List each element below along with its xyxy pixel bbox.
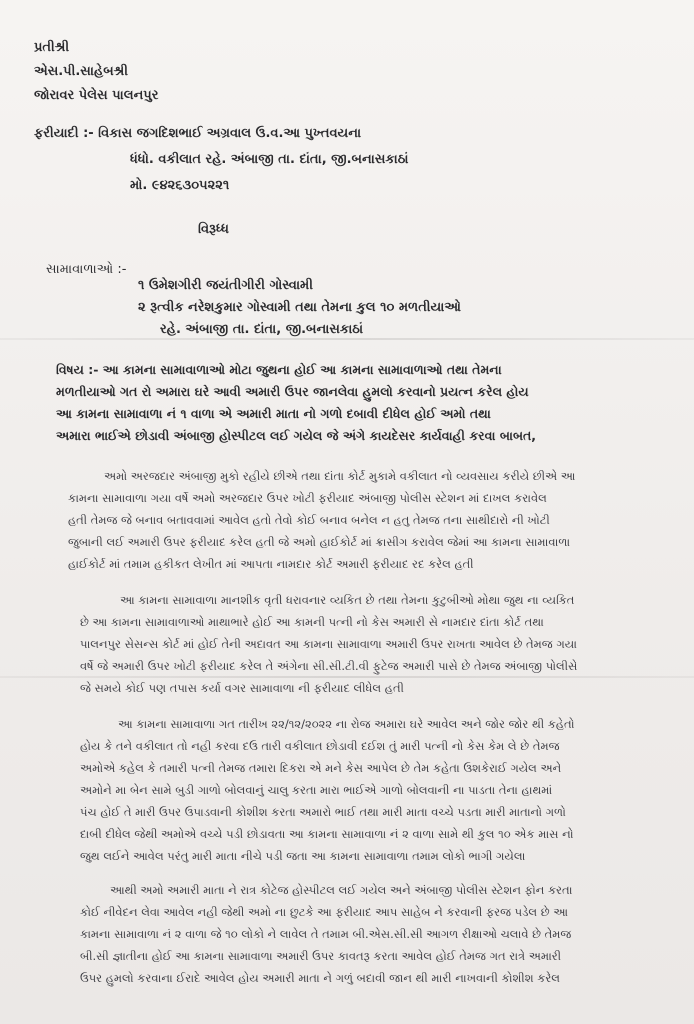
paragraph-4-line: કોઈ નીવેદન લેવા આવેલ નહી જેથી અમો ના છુટકે આ ફરીયાદ આપ સાહેબ ને કરવાની ફરજ પડેલ છે આ: [80, 905, 568, 919]
paragraph-1-line: કામના સામાવાળા ગયા વર્ષે અમો અરજદાર ઉપર ખોટી ફરીયાદ અંબાજી પોલીસ સ્ટેશન માં દાખલ કરાવેલ: [68, 491, 547, 505]
paragraph-2-line: વર્ષે જે અમારી ઉપર ખોટી ફરીયાદ કરેલ તે અંગેના સી.સી.ટી.વી ફુટેજ અમારી પાસે છે તેમજ અંબાજી પોલીસે: [80, 659, 578, 673]
respondents-heading: સામાવાળાઓ :-: [46, 262, 127, 277]
paragraph-1-line: હાઈકોર્ટ માં તમામ હકીકત લેખીત માં આપતા નામદાર કોર્ટ અમારી ફરીયાદ રદ કરેલ હતી: [68, 557, 474, 571]
subject-line-4: અમારા ભાઈએ છોડાવી અંબાજી હોસ્પીટલ લઈ ગયેલ જે અંગે કાયદેસર કાર્યવાહી કરવા બાબત,: [56, 428, 537, 443]
paragraph-1-line: અમો અરજદાર અંબાજી મુકો રહીયે છીએ તથા દાંતા કોર્ટ મુકામે વકીલાત નો વ્યવસાય કરીયે છીએ આ: [104, 469, 576, 483]
complainant-line-2: ધંધો. વકીલાત રહે. અંબાજી તા. દાંતા, જી.બનાસકાઠાં: [130, 152, 409, 167]
paragraph-2-line: આ કામના સામાવાળા માનશીક વૃતી ધરાવનાર વ્યકિત છે તથા તેમના કુટુબીઓ મોથા જુથ ના વ્યકિત: [120, 593, 575, 607]
subject-line-2: મળતીયાઓ ગત રો અમારા ઘરે આવી અમારી ઉપર જાનલેવા હુમલો કરવાનો પ્રયત્ન કરેલ હોય: [56, 384, 529, 399]
paragraph-3-line: અમોએ કહેલ કે તમારી પત્ની તેમજ તમારા દિકરા એ મને કેસ આપેલ છે તેમ કહેતા ઉશકેરાઈ ગયેલ અને: [80, 761, 562, 775]
paragraph-2-line: જે સમયે કોઈ પણ તપાસ કર્યા વગર સામાવાળા ની ફરીયાદ લીધેલ હતી: [80, 681, 404, 695]
paragraph-3-line: આ કામના સામાવાળા ગત તારીખ ૨૨/૧૨/૨૦૨૨ ના રોજ અમારા ઘરે આવેલ અને જોર જોર થી કહેતો: [118, 717, 575, 731]
paragraph-1-line: હતી તેમજ જે બનાવ બતાવવામાં આવેલ હતો તેવો કોઈ બનાવ બનેલ ન હતુ તેમજ તના સાથીદારો ની ખોટી: [68, 513, 550, 527]
paragraph-3-line: જુથ લઈને આવેલ પરંતુ મારી માતા નીચે પડી જતા આ કામના સામાવાળા તમામ લોકો ભાગી ગયેલા: [80, 849, 526, 863]
respondents-address: રહે. અંબાજી તા. દાંતા, જી.બનાસકાઠાં: [160, 322, 364, 337]
paragraph-4-line: ઉપર હુમલો કરવાના ઈરાદે આવેલ હોય અમારી માતા ને ગળું બદાવી જાન થી મારી નાખવાની કોશીશ કરેલ: [80, 971, 560, 985]
subject-line-3: આ કામના સામાવાળા નં ૧ વાળા એ અમારી માતા નો ગળો દબાવી દીધેલ હોઈ અમો તથા: [56, 406, 491, 421]
address-line-2: એસ.પી.સાહેબશ્રી: [34, 64, 128, 79]
address-line-1: પ્રતીશ્રી: [34, 40, 70, 55]
paragraph-3-line: દાબી દીધેલ જેથી અમોએ વચ્ચે પડી છોડાવતા આ કામના સામાવાળા નં ૨ વાળા સામે થી કુલ ૧૦ એક માસ નો: [80, 827, 574, 841]
paragraph-4-line: કામના સામાવાળા નં ૨ વાળા જે ૧૦ લોકો ને લાવેલ તે તમામ બી.એસ.સી.સી આગળ રીક્ષાઓ ચલાવે છે તેમજ: [80, 927, 572, 941]
paper-fold: [0, 338, 694, 340]
paragraph-3-line: પંચ હોઈ તે મારી ઉપર ઉપાડવાની કોશીશ કરતા અમારો ભાઈ તથા મારી માતા વચ્ચે પડતા મારી માતાનો ગળો: [80, 805, 566, 819]
respondent-1: ૧ ઉમેશગીરી જયંતીગીરી ગોસ્વામી: [138, 278, 313, 293]
subject-line-1: વિષય :- આ કામના સામાવાળાઓ મોટા જુથના હોઈ આ કામના સામાવાળાઓ તથા તેમના: [56, 362, 502, 377]
complainant-line-3: મો. ૯૪૨૬૩૦૫૨૨૧: [130, 178, 230, 193]
versus-heading: વિરૂધ્ધ: [198, 222, 229, 237]
respondent-2: ૨ રૂત્વીક નરેશકુમાર ગોસ્વામી તથા તેમના કુલ ૧૦ મળતીયાઓ: [138, 300, 461, 315]
address-line-3: જોરાવર પેલેસ પાલનપુર: [34, 88, 159, 103]
complainant-line-1: ફરીયાદી :- વિકાસ જગદિશભાઈ અગ્રવાલ ઉ.વ.આ પુખ્તવયના: [34, 126, 362, 141]
paragraph-4-line: આથી અમો અમારી માતા ને રાત્ર કોટેજ હોસ્પીટલ લઈ ગયેલ અને અંબાજી પોલીસ સ્ટેશન ફોન કરતા: [110, 883, 573, 897]
paper-fold: [0, 676, 694, 678]
paragraph-3-line: હોય કે તને વકીલાત તો નહી કરવા દઉ તારી વકીલાત છોડાવી દઈશ તું મારી પત્ની નો કેસ કેમ લે છે તેમજ: [80, 739, 560, 753]
paragraph-1-line: જુબાની લઈ અમારી ઉપર ફરીયાદ કરેલ હતી જે અમો હાઈકોર્ટ માં ક્રાસીગ કરાવેલ જેમાં આ કામના સામાવાળા: [68, 535, 571, 549]
paragraph-2-line: છે આ કામના સામાવાળાઓ માથાભારે હોઈ આ કામની પત્ની નો કેસ અમારી સે નામદાર દાંતા કોર્ટ તથા: [80, 615, 544, 629]
paragraph-4-line: બી.સી જ્ઞાતીના હોઈ આ કામના સામાવાળા અમારી ઉપર કાવતરૂ કરતા આવેલ હોઈ તેમજ ગત રાત્રે અમારી: [80, 949, 562, 963]
paragraph-3-line: અમોને મા બેન સામે બુડી ગાળો બોલવાનું ચાલુ કરતા મારા ભાઈએ ગાળો બોલવાની ના પાડતા તેના હાથમાં: [80, 783, 553, 797]
paragraph-2-line: પાલનપુર સેસન્સ કોર્ટ માં હોઈ તેની અદાવત આ કામના સામાવાળા અમારી ઉપર રાખતા આવેલ છે તેમજ ગયા: [80, 637, 577, 651]
